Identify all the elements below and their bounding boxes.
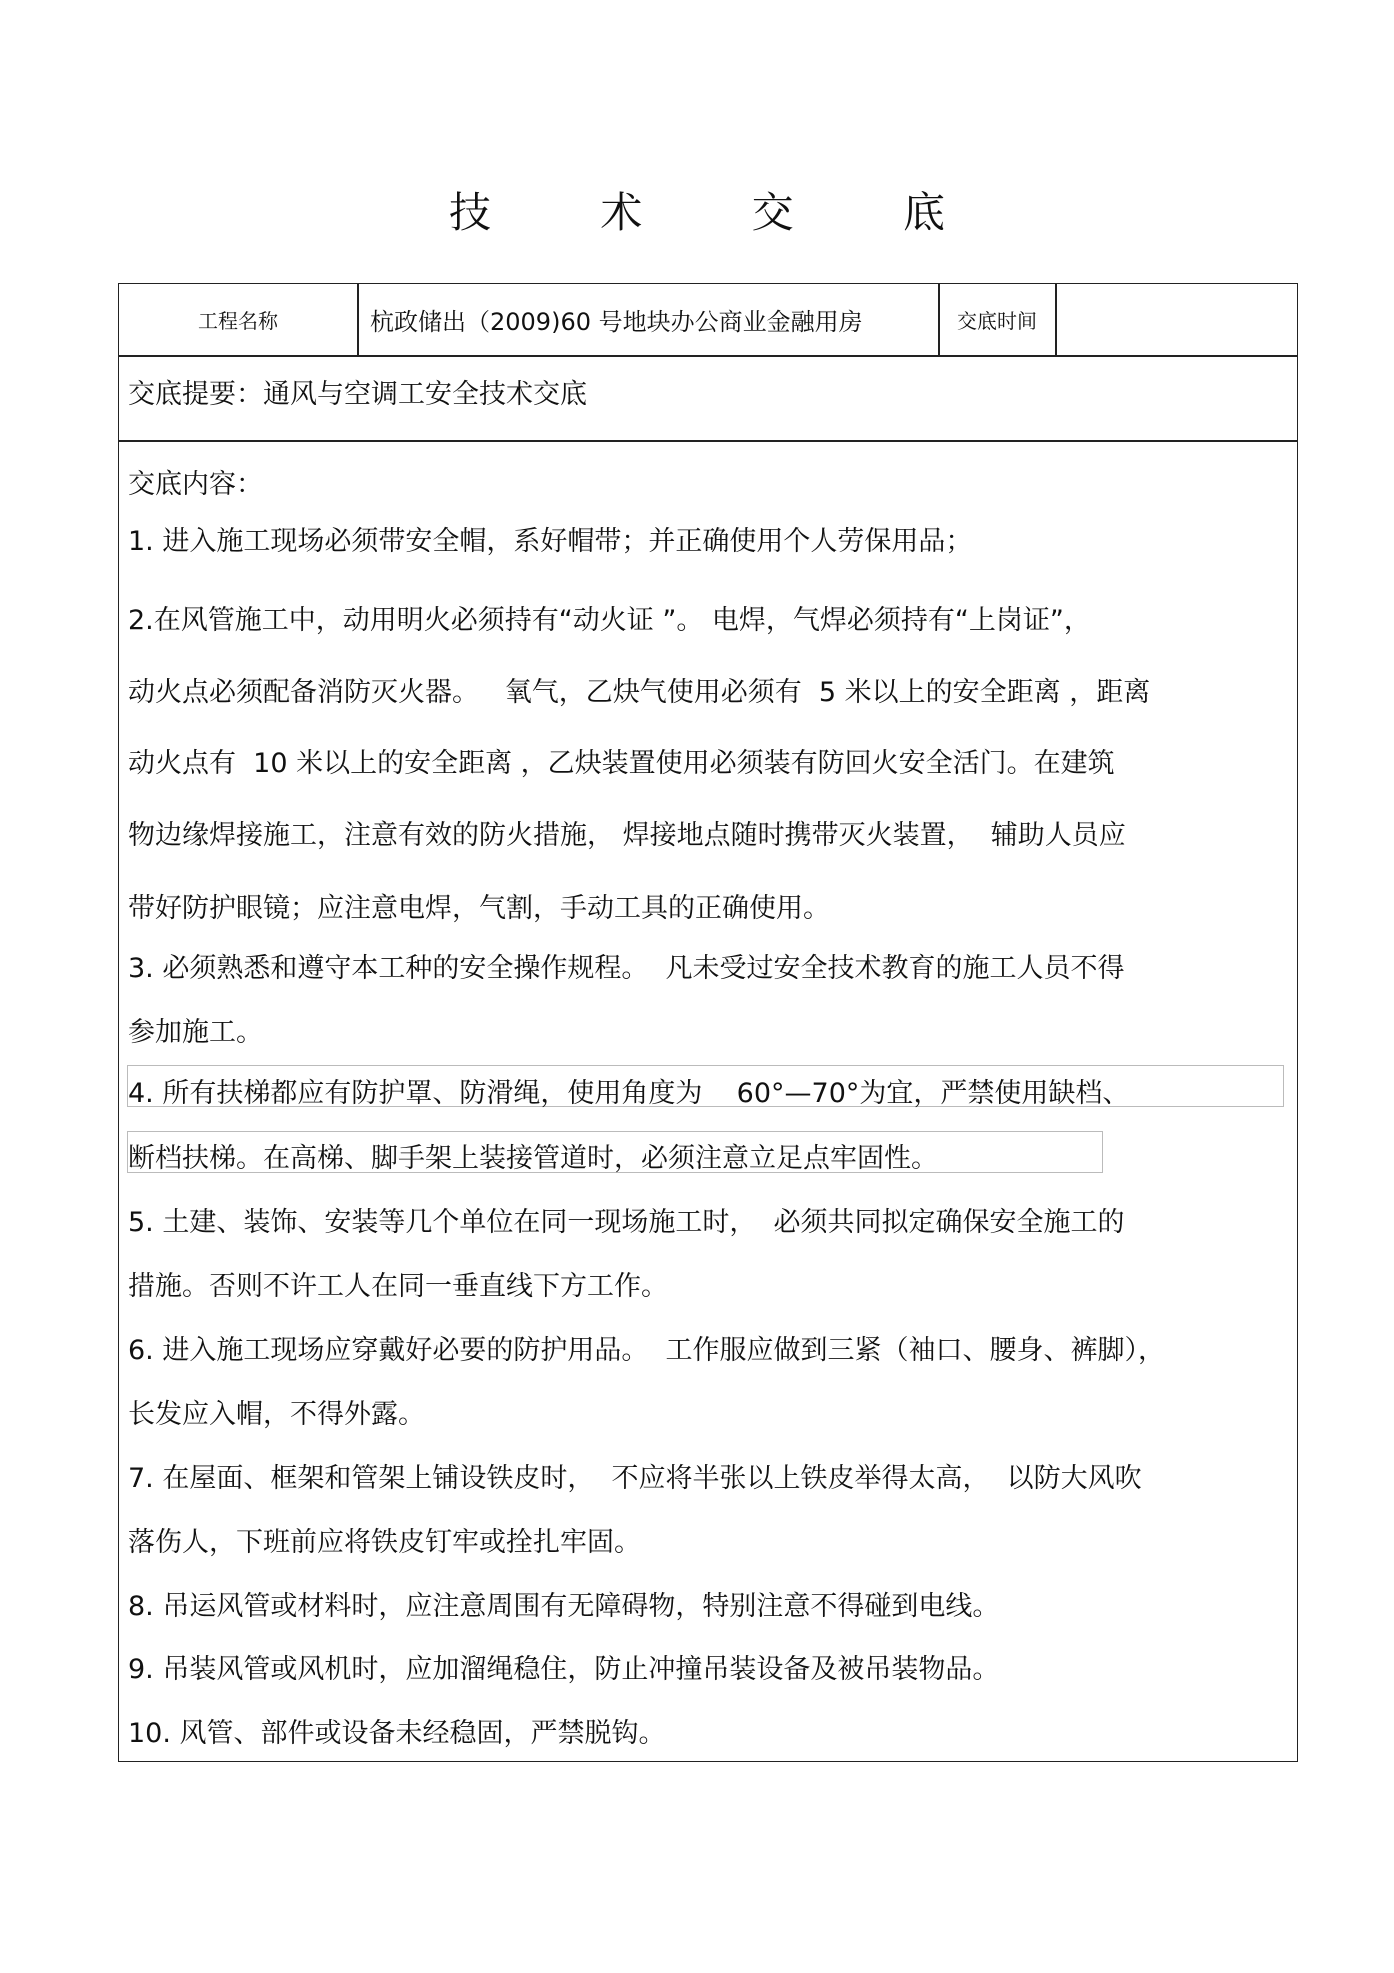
content-line: 参加施工。	[128, 1017, 263, 1048]
content-line: 2.在风管施工中，动用明火必须持有“动火证 ”。 电焊，气焊必须持有“上岗证”，	[128, 605, 1091, 636]
table-divider	[118, 355, 1298, 357]
handover-date-label: 交底时间	[957, 309, 1037, 333]
content-line: 物边缘焊接施工，注意有效的防火措施， 焊接地点随时携带灭火装置， 辅助人员应	[128, 820, 1126, 851]
content-line: 动火点必须配备消防灭火器。 氧气，乙炔气使用必须有 5 米以上的安全距离 ，距离	[128, 677, 1151, 708]
content-line: 8. 吊运风管或材料时，应注意周围有无障碍物，特别注意不得碰到电线。	[128, 1591, 1000, 1622]
handover-summary: 交底提要：通风与空调工安全技术交底	[128, 379, 587, 410]
table-divider	[357, 283, 359, 356]
project-name-value: 杭政储出（2009)60 号地块办公商业金融用房	[370, 308, 863, 336]
content-line: 动火点有 10 米以上的安全距离 ，乙炔装置使用必须装有防回火安全活门。在建筑	[128, 748, 1115, 779]
content-line: 1. 进入施工现场必须带安全帽，系好帽带；并正确使用个人劳保用品；	[128, 526, 973, 557]
content-line: 7. 在屋面、框架和管架上铺设铁皮时， 不应将半张以上铁皮举得太高， 以防大风吹	[128, 1463, 1142, 1494]
content-line: 措施。否则不许工人在同一垂直线下方工作。	[128, 1271, 668, 1302]
handover-date-value	[1057, 284, 1297, 355]
content-line: 长发应入帽，不得外露。	[128, 1399, 425, 1430]
document-title: 技 术 交 底	[448, 188, 994, 237]
content-line: 5. 土建、装饰、安装等几个单位在同一现场施工时， 必须共同拟定确保安全施工的	[128, 1207, 1125, 1238]
content-label: 交底内容：	[128, 469, 263, 500]
content-line: 9. 吊装风管或风机时，应加溜绳稳住，防止冲撞吊装设备及被吊装物品。	[128, 1654, 1000, 1685]
content-line: 落伤人，下班前应将铁皮钉牢或拴扎牢固。	[128, 1527, 641, 1558]
content-line: 3. 必须熟悉和遵守本工种的安全操作规程。 凡未受过安全技术教育的施工人员不得	[128, 953, 1125, 984]
content-line: 4. 所有扶梯都应有防护罩、防滑绳，使用角度为 60°—70°为宜，严禁使用缺档、	[128, 1078, 1130, 1109]
project-name-label: 工程名称	[198, 309, 278, 333]
content-line: 10. 风管、部件或设备未经稳固，严禁脱钩。	[128, 1718, 666, 1749]
content-line: 断档扶梯。在高梯、脚手架上装接管道时，必须注意立足点牢固性。	[128, 1143, 938, 1174]
content-line: 带好防护眼镜；应注意电焊，气割，手动工具的正确使用。	[128, 893, 830, 924]
content-line: 6. 进入施工现场应穿戴好必要的防护用品。 工作服应做到三紧（袖口、腰身、裤脚），	[128, 1335, 1166, 1366]
table-divider	[118, 440, 1298, 442]
